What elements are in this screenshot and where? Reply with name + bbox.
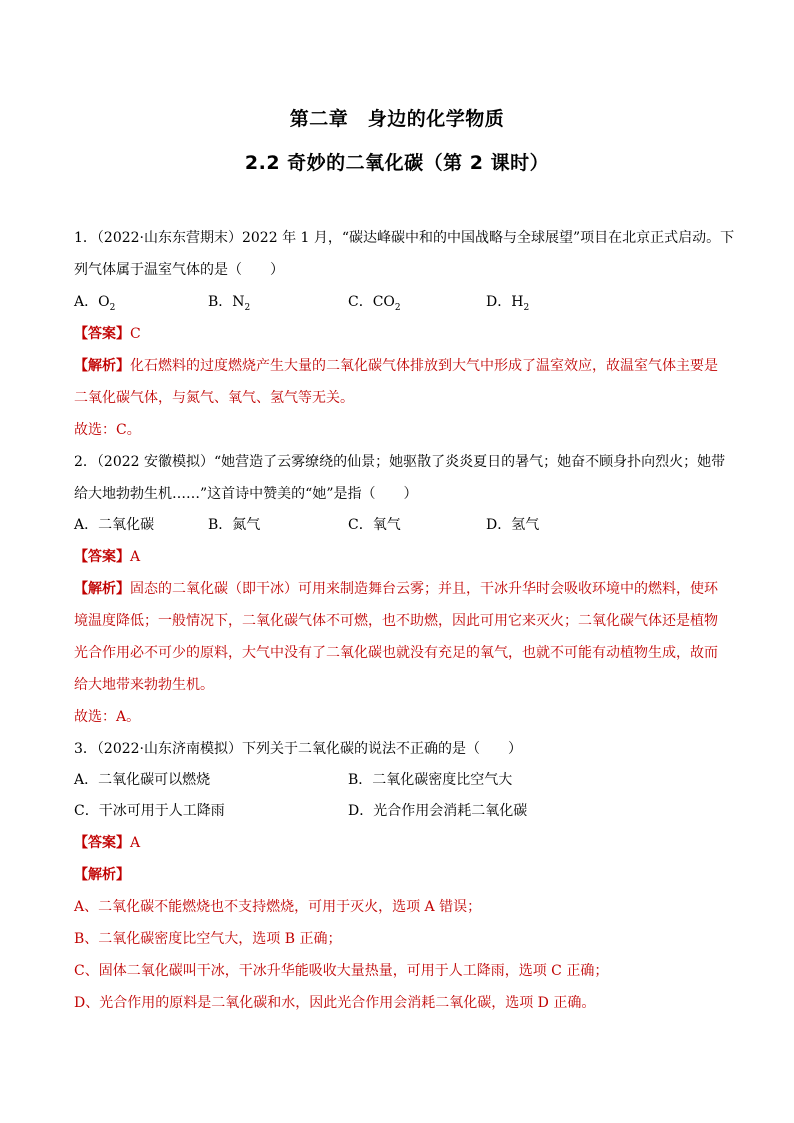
q1-option-d: D．$H_2$: [486, 294, 530, 313]
q3-analysis-tag: 【解析】: [74, 867, 130, 883]
q2-option-d: D．氢气: [486, 517, 540, 533]
q2-option-c: C．氧气: [348, 517, 401, 533]
q3-option-a: A．二氧化碳可以燃烧: [74, 772, 211, 788]
lesson-title: 2.2 奇妙的二氧化碳（第 2 课时）: [244, 152, 550, 174]
q1-stem-line1: 1．（2022·山东东营期末）2022 年 1 月，“碳达峰碳中和的中国战略与全球展望”项目在北京正式启动。下: [74, 230, 735, 246]
q3-option-b: B．二氧化碳密度比空气大: [348, 772, 513, 788]
q3-answer: [74, 833, 140, 853]
q2-answer: [74, 547, 140, 567]
answer-value: A: [130, 835, 141, 851]
q1-choice: 故选：C。: [74, 422, 141, 438]
q1-answer: [74, 324, 141, 344]
q1-option-c: C．$CO_2$: [348, 294, 401, 313]
answer-tag: 【答案】: [74, 549, 130, 565]
q2-stem-line1: 2．（2022 安徽模拟）“她营造了云雾缭绕的仙景；她驱散了炎炎夏日的暑气；她奋不顾身扑向烈火；她带: [74, 454, 726, 470]
q2-choice: 故选：A。: [74, 709, 141, 725]
q1-stem-line2: 列气体属于温室气体的是（ ）: [74, 262, 284, 278]
q3-option-d: D．光合作用会消耗二氧化碳: [348, 803, 528, 819]
q1-analysis-line1: 【解析】化石燃料的过度燃烧产生大量的二氧化碳气体排放到大气中形成了温室效应，故温室气体主要是: [74, 358, 718, 374]
q1-analysis-line2: 二氧化碳气体，与氮气、氧气、氢气等无关。: [74, 390, 354, 406]
q2-option-a: A．二氧化碳: [74, 517, 155, 533]
q3-analysis-c: C、固体二氧化碳叫干冰，干冰升华能吸收大量热量，可用于人工降雨，选项 C 正确；: [74, 963, 609, 979]
q2-analysis-line1: 【解析】固态的二氧化碳（即干冰）可用来制造舞台云雾；并且，干冰升华时会吸收环境中的燃料，使环: [74, 581, 718, 597]
q3-stem: 3．（2022·山东济南模拟）下列关于二氧化碳的说法不正确的是（ ）: [74, 741, 522, 757]
q2-analysis-line4: 给大地带来勃勃生机。: [74, 677, 214, 693]
analysis-tag: 【解析】: [74, 358, 130, 374]
chapter-title: 第二章 身边的化学物质: [289, 108, 505, 130]
answer-tag: 【答案】: [74, 326, 130, 342]
q2-option-b: B．氮气: [208, 517, 261, 533]
answer-value: A: [130, 549, 141, 565]
q3-analysis-a: A、二氧化碳不能燃烧也不支持燃烧，可用于灭火，选项 A 错误；: [74, 899, 482, 915]
q1-option-b: B．$N_2$: [208, 294, 251, 313]
q3-analysis-d: D、光合作用的原料是二氧化碳和水，因此光合作用会消耗二氧化碳，选项 D 正确。: [74, 995, 596, 1011]
q2-analysis-line3: 光合作用必不可少的原料，大气中没有了二氧化碳也就没有充足的氧气，也就不可能有动植物生成，故而: [74, 645, 718, 661]
answer-tag: 【答案】: [74, 835, 130, 851]
q1-option-a: A．$O_2$: [74, 294, 116, 313]
q3-option-c: C．干冰可用于人工降雨: [74, 803, 225, 819]
analysis-tag: 【解析】: [74, 581, 130, 597]
q2-analysis-line2: 境温度降低；一般情况下，二氧化碳气体不可燃，也不助燃，因此可用它来灭火；二氧化碳气体还是植物: [74, 613, 718, 629]
q3-analysis-b: B、二氧化碳密度比空气大，选项 B 正确；: [74, 931, 342, 947]
answer-value: C: [130, 326, 141, 342]
q2-stem-line2: 给大地勃勃生机……”这首诗中赞美的“她”是指（ ）: [74, 486, 418, 502]
